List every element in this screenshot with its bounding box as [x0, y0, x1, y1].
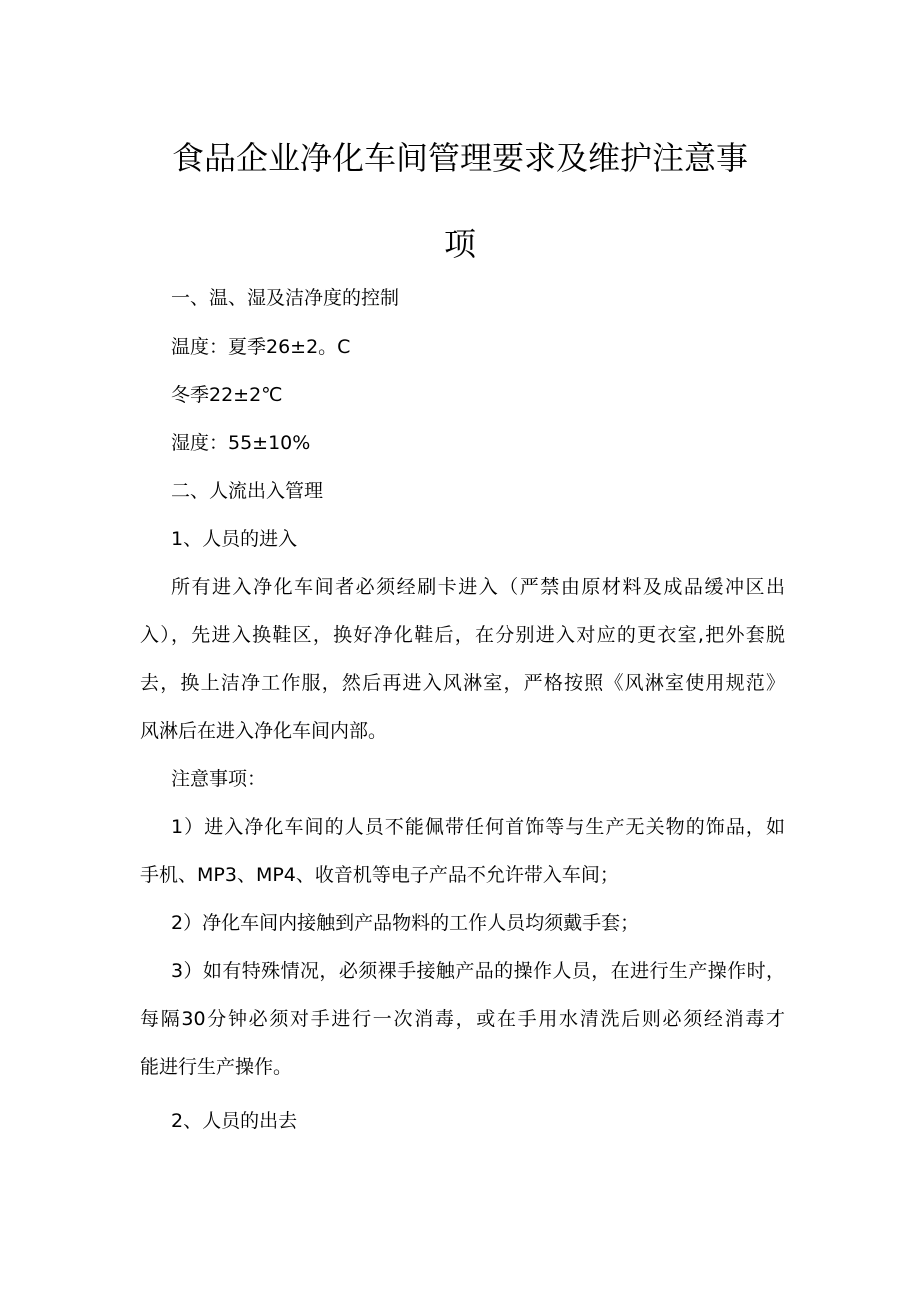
note-1-line-1: 1）进入净化车间的人员不能佩带任何首饰等与生产无关物的饰品，如 [171, 816, 785, 838]
humidity-value: 湿度：55±10% [171, 432, 311, 454]
section-heading-people-flow: 二、人流出入管理 [171, 480, 324, 502]
subsection-personnel-entry: 1、人员的进入 [171, 528, 298, 550]
paragraph-entry-line-1: 所有进入净化车间者必须经刷卡进入（严禁由原材料及成品缓冲区出 [171, 576, 785, 598]
note-3-line-3: 能进行生产操作。 [140, 1056, 293, 1078]
document-title-line-1: 食品企业净化车间管理要求及维护注意事 [171, 139, 748, 177]
paragraph-entry-line-2: 入），先进入换鞋区，换好净化鞋后，在分别进入对应的更衣室,把外套脱 [140, 624, 785, 646]
temperature-winter: 冬季22±2℃ [171, 384, 283, 406]
paragraph-entry-line-4: 风淋后在进入净化车间内部。 [140, 720, 388, 742]
notes-heading: 注意事项： [171, 768, 267, 790]
note-3-line-1: 3）如有特殊情况，必须裸手接触产品的操作人员，在进行生产操作时， [171, 960, 785, 982]
note-1-line-2: 手机、MP3、MP4、收音机等电子产品不允许带入车间； [140, 864, 619, 886]
temperature-summer: 温度：夏季26±2。C [171, 336, 351, 358]
paragraph-entry-line-3: 去，换上洁净工作服，然后再进入风淋室，严格按照《风淋室使用规范》 [140, 672, 785, 694]
note-3-line-2: 每隔30分钟必须对手进行一次消毒，或在手用水清洗后则必须经消毒才 [140, 1008, 785, 1030]
note-2: 2）净化车间内接触到产品物料的工作人员均须戴手套； [171, 912, 640, 934]
document-title-line-2: 项 [443, 225, 476, 263]
section-heading-temperature-humidity: 一、温、湿及洁净度的控制 [171, 287, 400, 309]
subsection-personnel-exit: 2、人员的出去 [171, 1110, 298, 1132]
